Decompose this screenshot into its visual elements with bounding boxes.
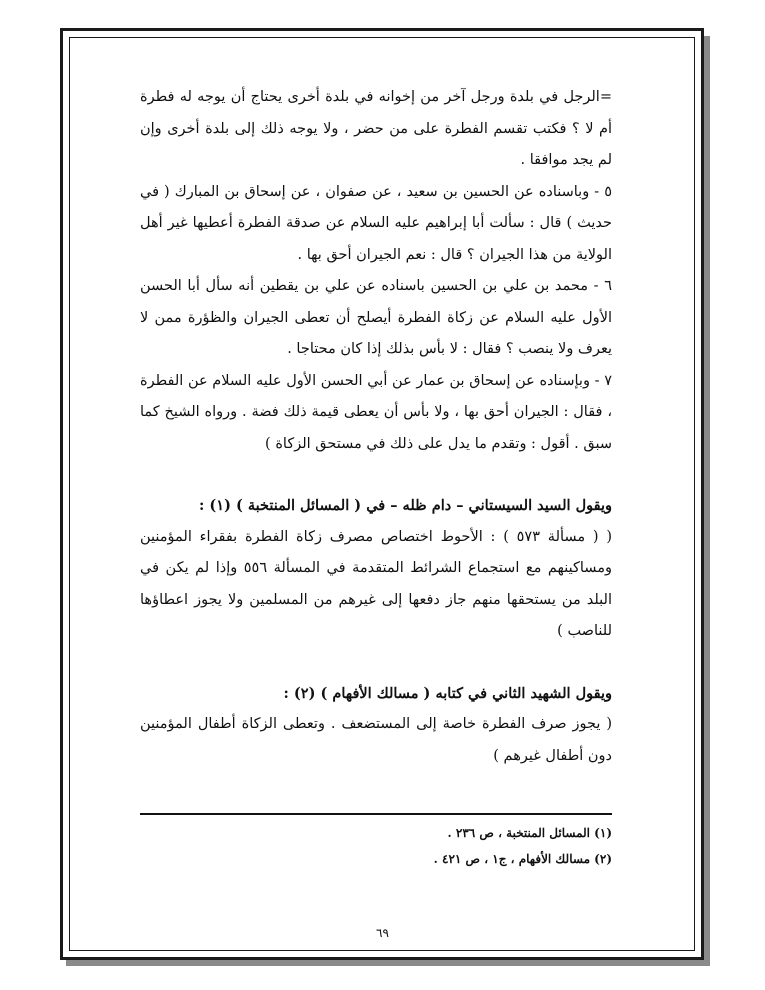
shahid-quote: ( يجوز صرف الفطرة خاصة إلى المستضعف . وتعطى الزكاة أطفال المؤمنين دون أطفال غيرهم ) xyxy=(140,716,612,764)
hadith-paragraph-5: ٥ - وباسناده عن الحسين بن سعيد ، عن صفوان ، عن إسحاق بن المبارك ( في حديث ) قال : سألت أبا إبراهيم عليه السلام عن صدقة الفطرة أعطيها غير أهل الولاية من هذا الجيران ؟ قال : نعم الجيران أحق بها . xyxy=(140,183,612,263)
footnote-2: (٢) مسالك الأفهام ، ج١ ، ص ٤٢١ . xyxy=(433,852,612,866)
footnote-1: (١) المسائل المنتخبة ، ص ٢٣٦ . xyxy=(447,826,612,840)
hadith-paragraph-7: ٧ - وبإسناده عن إسحاق بن عمار عن أبي الحسن الأول عليه السلام عن الفطرة ، فقال : الجيران أحق بها ، ولا بأس أن يعطى قيمة ذلك فضة . ورواه الشيخ كما سبق . أقول : وتقدم ما يدل على ذلك في مستحق الزكاة ) xyxy=(140,372,612,452)
hadith-paragraph-continued: =الرجل في بلدة ورجل آخر من إخوانه في بلدة أخرى يحتاج أن يوجه له فطرة أم لا ؟ فكتب تقسم الفطرة على من حضر ، ولا يوجه ذلك إلى بلدة أخرى وإن لم يجد موافقا . xyxy=(140,89,612,168)
shahid-heading: ويقول الشهيد الثاني في كتابه ( مسالك الأفهام ) (٢) : xyxy=(283,684,612,702)
page-number: ٦٩ xyxy=(376,926,389,940)
page-shadow-bottom xyxy=(66,960,710,966)
page-shadow-right xyxy=(704,36,710,966)
section-gap xyxy=(140,460,612,490)
section-gap xyxy=(140,648,612,678)
sistani-quote: ( ( مسألة ٥٧٣ ) : الأحوط اختصاص مصرف زكاة الفطرة بفقراء المؤمنين ومساكينهم مع استجماع الشرائط المتقدمة في المسألة ٥٥٦ وإذا لم يكن في البلد من يستحقها منهم جاز دفعها إلى غيرهم من المسلمين ولا يجوز اعطاؤها للناصب ) xyxy=(140,528,612,639)
footnote-separator xyxy=(140,813,612,815)
sistani-heading: ويقول السيد السيستاني – دام ظله – في ( المسائل المنتخبة ) (١) : xyxy=(199,497,612,514)
footnotes xyxy=(140,820,612,872)
hadith-paragraph-6: ٦ - محمد بن علي بن الحسين باسناده عن علي بن يقطين أنه سأل أبا الحسن الأول عليه السلام عن زكاة الفطرة أيصلح أن تعطى الجيران والظؤرة ممن لا يعرف ولا ينصب ؟ فقال : لا بأس بذلك إذا كان محتاجا . xyxy=(140,278,612,357)
page-body xyxy=(140,82,612,772)
